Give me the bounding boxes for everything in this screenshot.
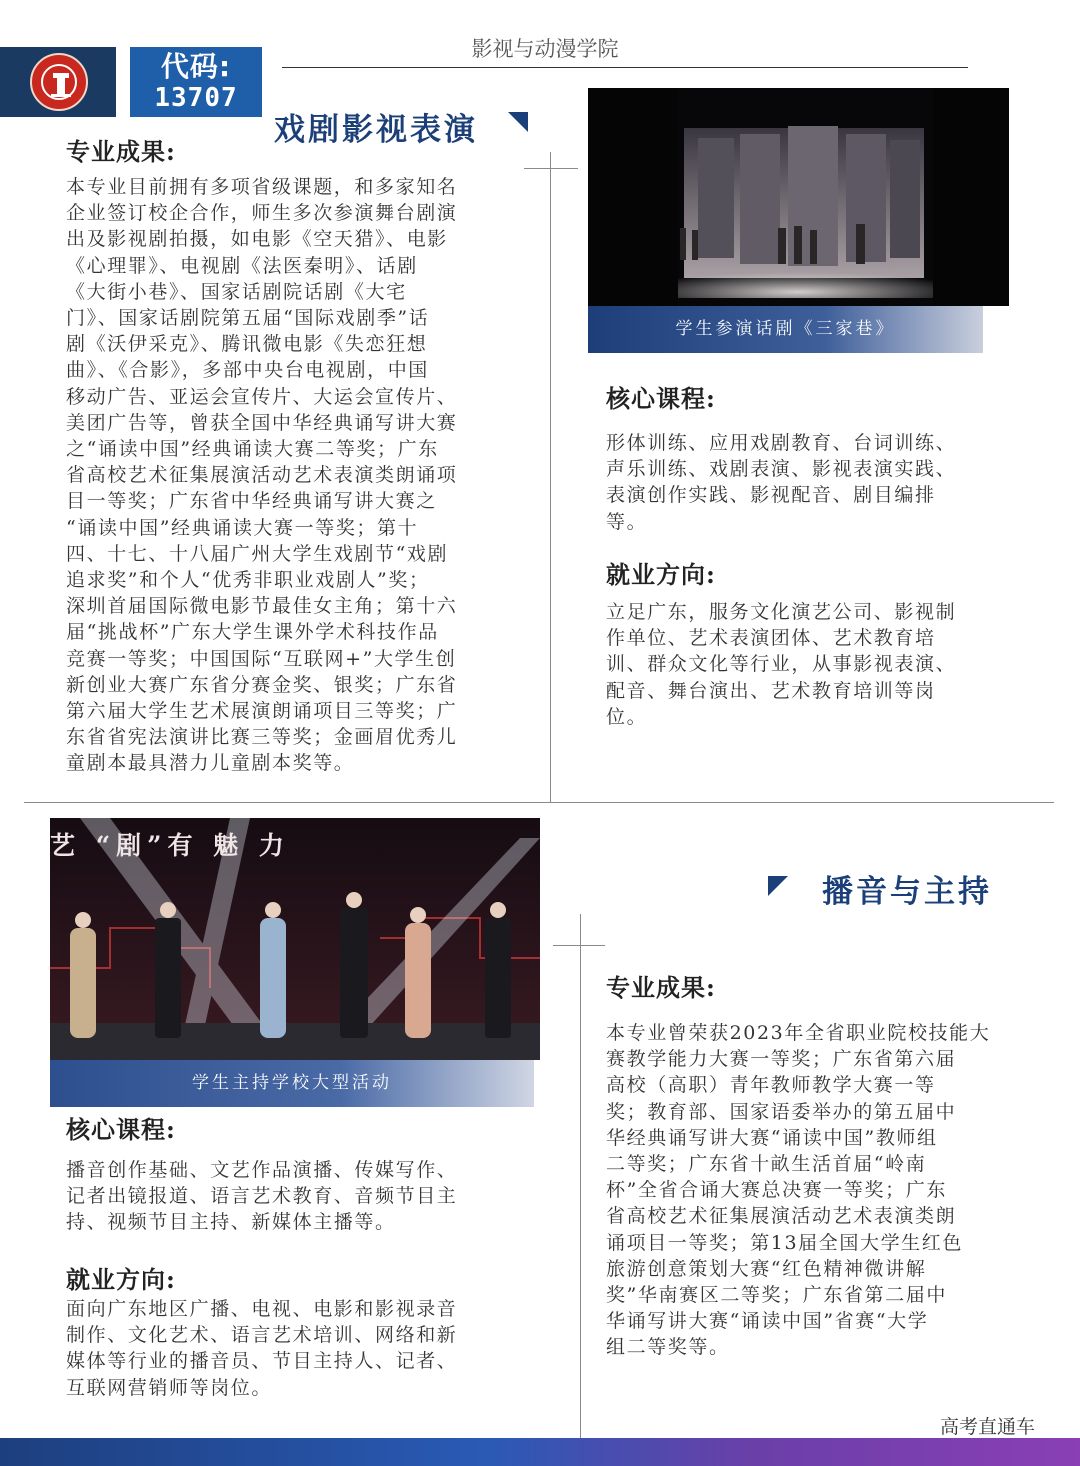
broadcast-jobs-text: 面向广东地区广播、电视、电影和影视录音 制作、文化艺术、语言艺术培训、网络和新 媒体等行业的播音员、节目主持人、记者、 互联网营销师等岗位。 — [66, 1298, 458, 1399]
broadcast-courses-heading: 核心课程: — [66, 1115, 176, 1144]
drama-jobs-text: 立足广东，服务文化演艺公司、影视制 作单位、艺术表演团体、艺术教育培 训、群众文化等行业，从事影视表演、 配音、舞台演出、艺术教育培训等岗 位。 — [606, 601, 957, 728]
drama-courses-heading: 核心课程: — [606, 384, 716, 413]
broadcast-achievements-heading: 专业成果: — [606, 973, 716, 1002]
cross-mark — [553, 945, 605, 946]
watermark-text: 高考直通车 — [940, 1416, 1036, 1438]
broadcast-major-title: 播音与主持 — [822, 874, 992, 910]
drama-achievements-heading: 专业成果: — [66, 137, 176, 166]
broadcast-achievements-text: 本专业曾荣获2023年全省职业院校技能大 赛教学能力大赛一等奖；广东省第六届 高校（高职）青年教师教学大赛一等 奖；教育部、国家语委举办的第五届中 华经典诵写讲大赛“诵读中国”教师组 二等奖；广东省十畝生活首届“岭南 杯”全省合诵大赛总决赛一等奖；广东 省高校艺术征集展演活动艺术表演类朗 诵项目一等奖；第13届全国大学生红色 旅游创意策划大赛“红色精神微讲解 奖”华南赛区二等奖；广东省第二届中 华诵写讲大赛“诵读中国”省赛“大学 组二等奖等。 — [606, 1022, 991, 1359]
drama-photo-caption: 学生参演话剧《三家巷》 — [675, 319, 896, 339]
title-triangle-icon — [508, 112, 528, 132]
header-divider — [282, 67, 968, 68]
section-divider — [24, 802, 1054, 803]
broadcast-jobs-heading: 就业方向: — [66, 1265, 176, 1294]
cross-mark — [524, 168, 578, 169]
school-emblem-icon — [30, 53, 88, 111]
major-code-badge — [130, 47, 262, 117]
major-code-label: 代码: — [160, 50, 232, 83]
column-divider — [550, 152, 551, 802]
drama-photo-caption-bar — [588, 306, 983, 353]
drama-major-title: 戏剧影视表演 — [274, 112, 478, 148]
drama-courses-text: 形体训练、应用戏剧教育、台词训练、 声乐训练、戏剧表演、影视表演实践、 表演创作实践、影视配音、剧目编排 等。 — [606, 432, 957, 533]
drama-stage-photo — [588, 88, 1009, 306]
broadcast-photo-caption-bar — [50, 1060, 534, 1107]
column-divider — [580, 914, 581, 1438]
broadcast-stage-photo — [50, 818, 540, 1060]
major-code-number: 13707 — [154, 83, 238, 113]
college-name: 影视与动漫学院 — [471, 37, 619, 61]
broadcast-photo-caption: 学生主持学校大型活动 — [192, 1073, 392, 1093]
photo-banner-text: 艺 “剧”有 魅 力 — [50, 831, 290, 860]
school-logo-block — [0, 47, 116, 117]
drama-jobs-heading: 就业方向: — [606, 560, 716, 589]
broadcast-courses-text: 播音创作基础、文艺作品演播、传媒写作、 记者出镜报道、语言艺术教育、音频节目主 持、视频节目主持、新媒体主播等。 — [66, 1159, 458, 1234]
title-triangle-icon — [768, 876, 788, 896]
drama-achievements-text: 本专业目前拥有多项省级课题，和多家知名 企业签订校企合作，师生多次参演舞台剧演 出及影视剧拍摄，如电影《空天猎》、电影 《心理罪》、电视剧《法医秦明》、话剧 《大街小巷》、国家话剧院话剧《大宅 门》、国家话剧院第五届“国际戏剧季”话 剧《沃伊采克》、腾讯微电影《失恋狂想 曲》、《合影》，多部中央台电视剧，中国 移动广告、亚运会宣传片、大运会宣传片、 美团广告等，曾获全国中华经典诵写讲大赛 之“诵读中国”经典诵读大赛二等奖；广东 省高校艺术征集展演活动艺术表演类朗诵项 目一等奖；广东省中华经典诵写讲大赛之 “诵读中国”经典诵读大赛一等奖；第十 四、十七、十八届广州大学生戏剧节“戏剧 追求奖”和个人“优秀非职业戏剧人”奖； 深圳首届国际微电影节最佳女主角；第十六 届“挑战杯”广东大学生课外学术科技作品 竞赛一等奖；中国国际“互联网+”大学生创 新创业大赛广东省分赛金奖、银奖；广东省 第六届大学生艺术展演朗诵项目三等奖；广 东省省宪法演讲比赛三等奖；金画眉优秀儿 童剧本最具潜力儿童剧本奖等。 — [66, 176, 458, 775]
bottom-gradient-bar — [0, 1438, 1080, 1466]
